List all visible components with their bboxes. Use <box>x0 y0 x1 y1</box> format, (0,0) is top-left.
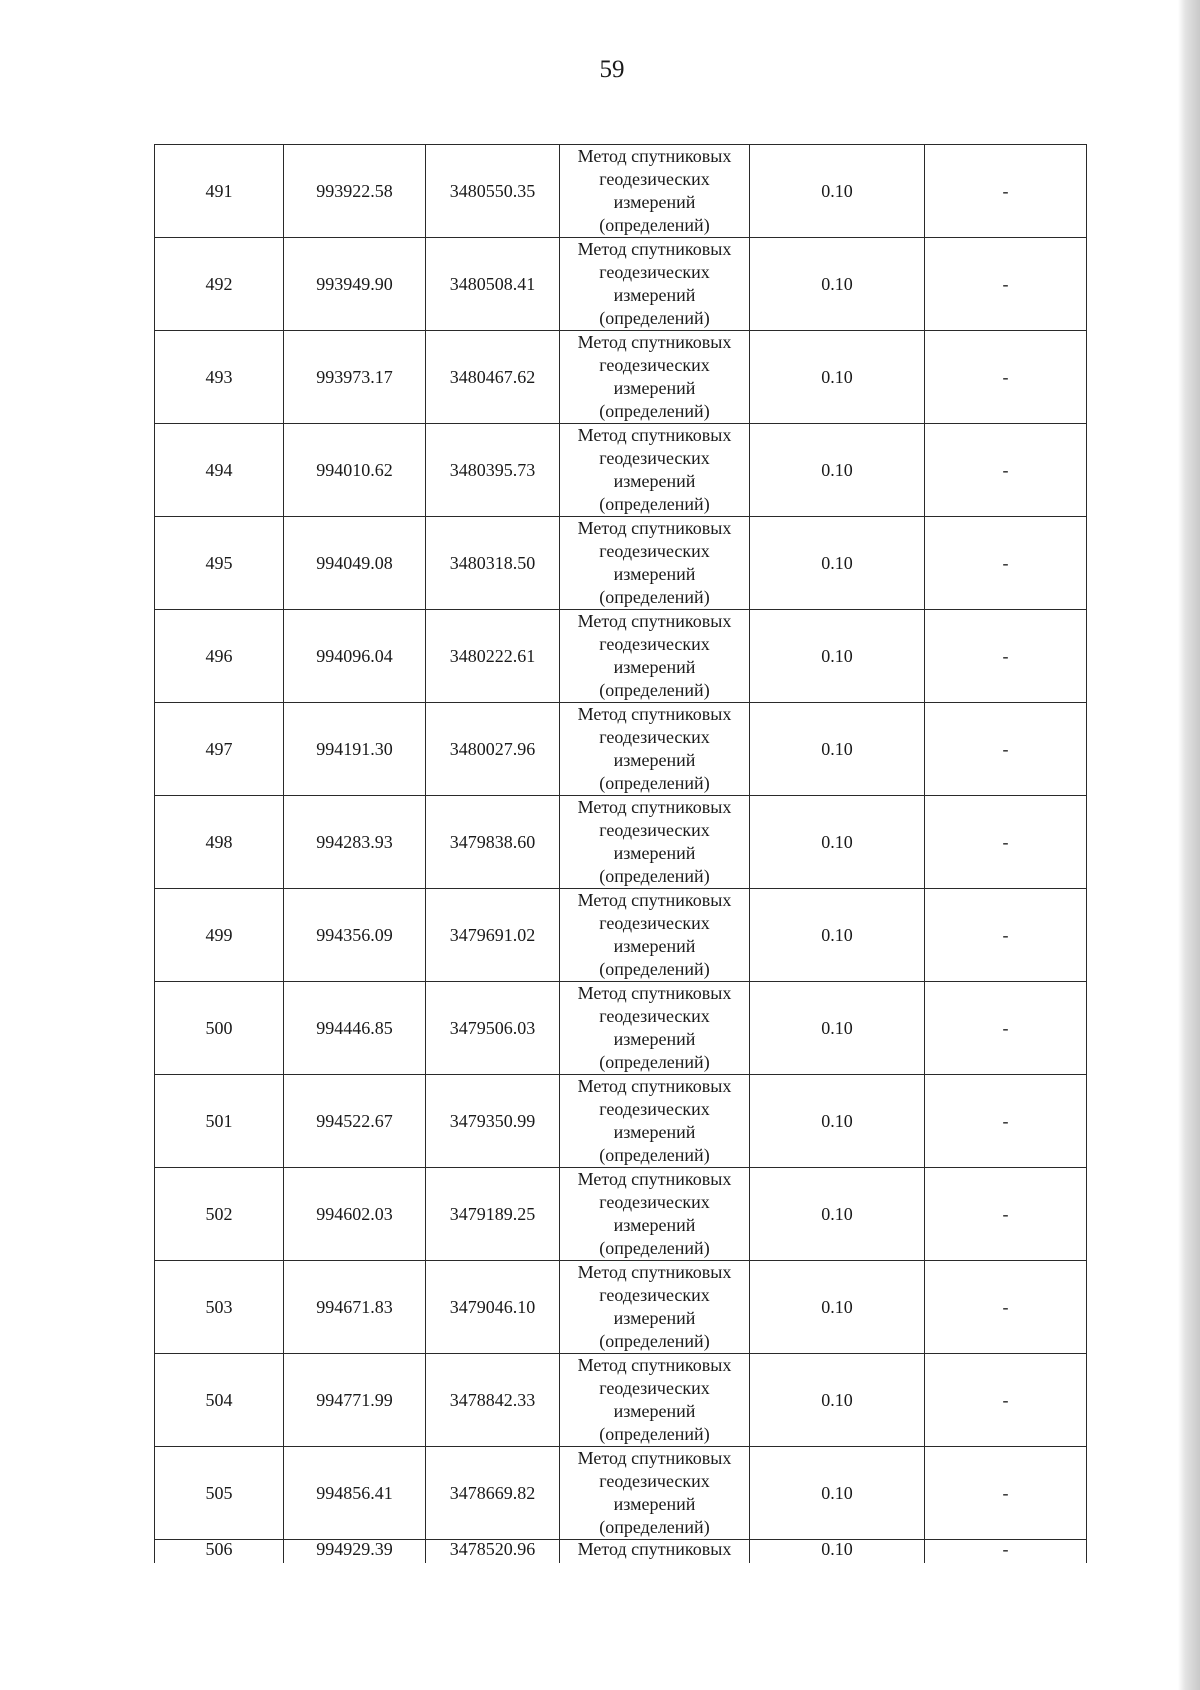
method-line: измерений <box>613 471 696 491</box>
point-number-cell: 499 <box>155 889 284 982</box>
table-row <box>155 238 1087 331</box>
y-coordinate-cell: 3480027.96 <box>426 703 560 796</box>
accuracy-cell: 0.10 <box>750 982 925 1075</box>
method-cell <box>560 703 750 796</box>
method-line: (определений) <box>599 773 710 793</box>
accuracy-cell: 0.10 <box>750 424 925 517</box>
method-line: Метод спутниковых <box>577 239 732 259</box>
table-row <box>155 1354 1087 1447</box>
note-cell: - <box>925 610 1087 703</box>
note-cell: - <box>925 796 1087 889</box>
y-coordinate-cell: 3479506.03 <box>426 982 560 1075</box>
method-line: Метод спутниковых <box>577 611 732 631</box>
method-line: измерений <box>613 936 696 956</box>
method-line: (определений) <box>599 1145 710 1165</box>
table-row <box>155 1075 1087 1168</box>
note-cell: - <box>925 1168 1087 1261</box>
method-line: измерений <box>613 1494 696 1514</box>
method-line: измерений <box>613 1308 696 1328</box>
table-row <box>155 703 1087 796</box>
method-line: измерений <box>613 1029 696 1049</box>
method-cell <box>560 1540 750 1564</box>
y-coordinate-cell: 3480395.73 <box>426 424 560 517</box>
y-coordinate-cell: 3480508.41 <box>426 238 560 331</box>
point-number-cell: 493 <box>155 331 284 424</box>
x-coordinate-cell: 993922.58 <box>284 145 426 238</box>
table-row <box>155 796 1087 889</box>
method-cell <box>560 889 750 982</box>
method-line: Метод спутниковых <box>577 1262 732 1282</box>
method-cell <box>560 982 750 1075</box>
method-line: измерений <box>613 285 696 305</box>
method-line: Метод спутниковых <box>577 332 732 352</box>
accuracy-cell: 0.10 <box>750 889 925 982</box>
method-line: (определений) <box>599 587 710 607</box>
note-cell: - <box>925 517 1087 610</box>
point-number-cell: 502 <box>155 1168 284 1261</box>
accuracy-cell: 0.10 <box>750 1261 925 1354</box>
accuracy-cell: 0.10 <box>750 1540 925 1564</box>
note-cell: - <box>925 982 1087 1075</box>
x-coordinate-cell: 994191.30 <box>284 703 426 796</box>
table-row <box>155 1261 1087 1354</box>
accuracy-cell: 0.10 <box>750 1075 925 1168</box>
note-cell: - <box>925 1540 1087 1564</box>
table-row <box>155 1540 1087 1564</box>
method-cell <box>560 238 750 331</box>
method-line: измерений <box>613 1122 696 1142</box>
method-cell <box>560 796 750 889</box>
method-cell <box>560 1261 750 1354</box>
method-line: (определений) <box>599 1052 710 1072</box>
accuracy-cell: 0.10 <box>750 1354 925 1447</box>
coordinates-table <box>154 144 1087 1563</box>
y-coordinate-cell: 3478842.33 <box>426 1354 560 1447</box>
method-line: измерений <box>613 192 696 212</box>
method-line: Метод спутниковых <box>577 1448 732 1468</box>
table-row <box>155 1447 1087 1540</box>
point-number-cell: 505 <box>155 1447 284 1540</box>
x-coordinate-cell: 994049.08 <box>284 517 426 610</box>
method-cell <box>560 1447 750 1540</box>
method-line: геодезических <box>599 262 710 282</box>
y-coordinate-cell: 3479691.02 <box>426 889 560 982</box>
method-line: Метод спутниковых <box>577 704 732 724</box>
point-number-cell: 503 <box>155 1261 284 1354</box>
method-line: геодезических <box>599 1192 710 1212</box>
x-coordinate-cell: 994446.85 <box>284 982 426 1075</box>
method-line: геодезических <box>599 1006 710 1026</box>
x-coordinate-cell: 994096.04 <box>284 610 426 703</box>
page-number: 59 <box>599 56 625 83</box>
y-coordinate-cell: 3480467.62 <box>426 331 560 424</box>
method-line: (определений) <box>599 1424 710 1444</box>
method-line: Метод спутниковых <box>577 425 732 445</box>
method-line: геодезических <box>599 913 710 933</box>
x-coordinate-cell: 993949.90 <box>284 238 426 331</box>
method-line: геодезических <box>599 1099 710 1119</box>
method-line: Метод спутниковых <box>577 146 732 166</box>
method-line: измерений <box>613 1215 696 1235</box>
accuracy-cell: 0.10 <box>750 610 925 703</box>
method-line: геодезических <box>599 1285 710 1305</box>
point-number-cell: 495 <box>155 517 284 610</box>
method-line: измерений <box>613 564 696 584</box>
y-coordinate-cell: 3479189.25 <box>426 1168 560 1261</box>
y-coordinate-cell: 3479838.60 <box>426 796 560 889</box>
method-line: (определений) <box>599 680 710 700</box>
table-row <box>155 889 1087 982</box>
method-cell <box>560 145 750 238</box>
method-line: геодезических <box>599 355 710 375</box>
x-coordinate-cell: 994356.09 <box>284 889 426 982</box>
method-line: Метод спутниковых <box>577 797 732 817</box>
y-coordinate-cell: 3478669.82 <box>426 1447 560 1540</box>
method-line: измерений <box>613 1401 696 1421</box>
method-line: геодезических <box>599 727 710 747</box>
x-coordinate-cell: 994856.41 <box>284 1447 426 1540</box>
x-coordinate-cell: 994010.62 <box>284 424 426 517</box>
method-line: измерений <box>613 657 696 677</box>
method-line: (определений) <box>599 1238 710 1258</box>
y-coordinate-cell: 3479046.10 <box>426 1261 560 1354</box>
accuracy-cell: 0.10 <box>750 796 925 889</box>
x-coordinate-cell: 994671.83 <box>284 1261 426 1354</box>
method-line: геодезических <box>599 1471 710 1491</box>
x-coordinate-cell: 994522.67 <box>284 1075 426 1168</box>
method-line: (определений) <box>599 308 710 328</box>
method-line: измерений <box>613 750 696 770</box>
point-number-cell: 494 <box>155 424 284 517</box>
x-coordinate-cell: 994283.93 <box>284 796 426 889</box>
point-number-cell: 498 <box>155 796 284 889</box>
point-number-cell: 501 <box>155 1075 284 1168</box>
x-coordinate-cell: 994602.03 <box>284 1168 426 1261</box>
note-cell: - <box>925 703 1087 796</box>
method-cell <box>560 1168 750 1261</box>
method-cell <box>560 517 750 610</box>
method-cell <box>560 424 750 517</box>
method-cell <box>560 1075 750 1168</box>
note-cell: - <box>925 424 1087 517</box>
x-coordinate-cell: 993973.17 <box>284 331 426 424</box>
point-number-cell: 506 <box>155 1540 284 1564</box>
method-line: (определений) <box>599 1517 710 1537</box>
table-row <box>155 610 1087 703</box>
method-line: геодезических <box>599 448 710 468</box>
note-cell: - <box>925 1261 1087 1354</box>
x-coordinate-cell: 994929.39 <box>284 1540 426 1564</box>
table-row <box>155 145 1087 238</box>
table-row <box>155 331 1087 424</box>
note-cell: - <box>925 1075 1087 1168</box>
note-cell: - <box>925 889 1087 982</box>
note-cell: - <box>925 145 1087 238</box>
y-coordinate-cell: 3478520.96 <box>426 1540 560 1564</box>
x-coordinate-cell: 994771.99 <box>284 1354 426 1447</box>
point-number-cell: 492 <box>155 238 284 331</box>
table-row <box>155 517 1087 610</box>
method-line: измерений <box>613 378 696 398</box>
accuracy-cell: 0.10 <box>750 517 925 610</box>
method-line: (определений) <box>599 215 710 235</box>
accuracy-cell: 0.10 <box>750 703 925 796</box>
y-coordinate-cell: 3480222.61 <box>426 610 560 703</box>
method-line: (определений) <box>599 959 710 979</box>
note-cell: - <box>925 331 1087 424</box>
table-row <box>155 982 1087 1075</box>
note-cell: - <box>925 238 1087 331</box>
y-coordinate-cell: 3479350.99 <box>426 1075 560 1168</box>
point-number-cell: 496 <box>155 610 284 703</box>
page-edge-shadow <box>1178 0 1200 1690</box>
note-cell: - <box>925 1354 1087 1447</box>
table-row <box>155 1168 1087 1261</box>
method-line: Метод спутниковых <box>577 983 732 1003</box>
method-line: (определений) <box>599 401 710 421</box>
accuracy-cell: 0.10 <box>750 145 925 238</box>
method-line: (определений) <box>599 1331 710 1351</box>
method-line: (определений) <box>599 494 710 514</box>
accuracy-cell: 0.10 <box>750 1168 925 1261</box>
point-number-cell: 491 <box>155 145 284 238</box>
point-number-cell: 500 <box>155 982 284 1075</box>
method-line: измерений <box>613 843 696 863</box>
method-line: геодезических <box>599 634 710 654</box>
method-line: геодезических <box>599 820 710 840</box>
accuracy-cell: 0.10 <box>750 331 925 424</box>
method-line: геодезических <box>599 169 710 189</box>
method-line: (определений) <box>599 866 710 886</box>
table-row <box>155 424 1087 517</box>
point-number-cell: 497 <box>155 703 284 796</box>
method-line: геодезических <box>599 1378 710 1398</box>
accuracy-cell: 0.10 <box>750 1447 925 1540</box>
method-cell <box>560 331 750 424</box>
note-cell: - <box>925 1447 1087 1540</box>
method-cell <box>560 1354 750 1447</box>
accuracy-cell: 0.10 <box>750 238 925 331</box>
method-line: геодезических <box>599 541 710 561</box>
method-line: Метод спутниковых <box>577 1355 732 1375</box>
y-coordinate-cell: 3480550.35 <box>426 145 560 238</box>
method-line: Метод спутниковых <box>577 890 732 910</box>
method-cell <box>560 610 750 703</box>
method-line: Метод спутниковых <box>577 1539 732 1559</box>
method-line: Метод спутниковых <box>577 518 732 538</box>
method-line: Метод спутниковых <box>577 1076 732 1096</box>
method-line: Метод спутниковых <box>577 1169 732 1189</box>
y-coordinate-cell: 3480318.50 <box>426 517 560 610</box>
point-number-cell: 504 <box>155 1354 284 1447</box>
